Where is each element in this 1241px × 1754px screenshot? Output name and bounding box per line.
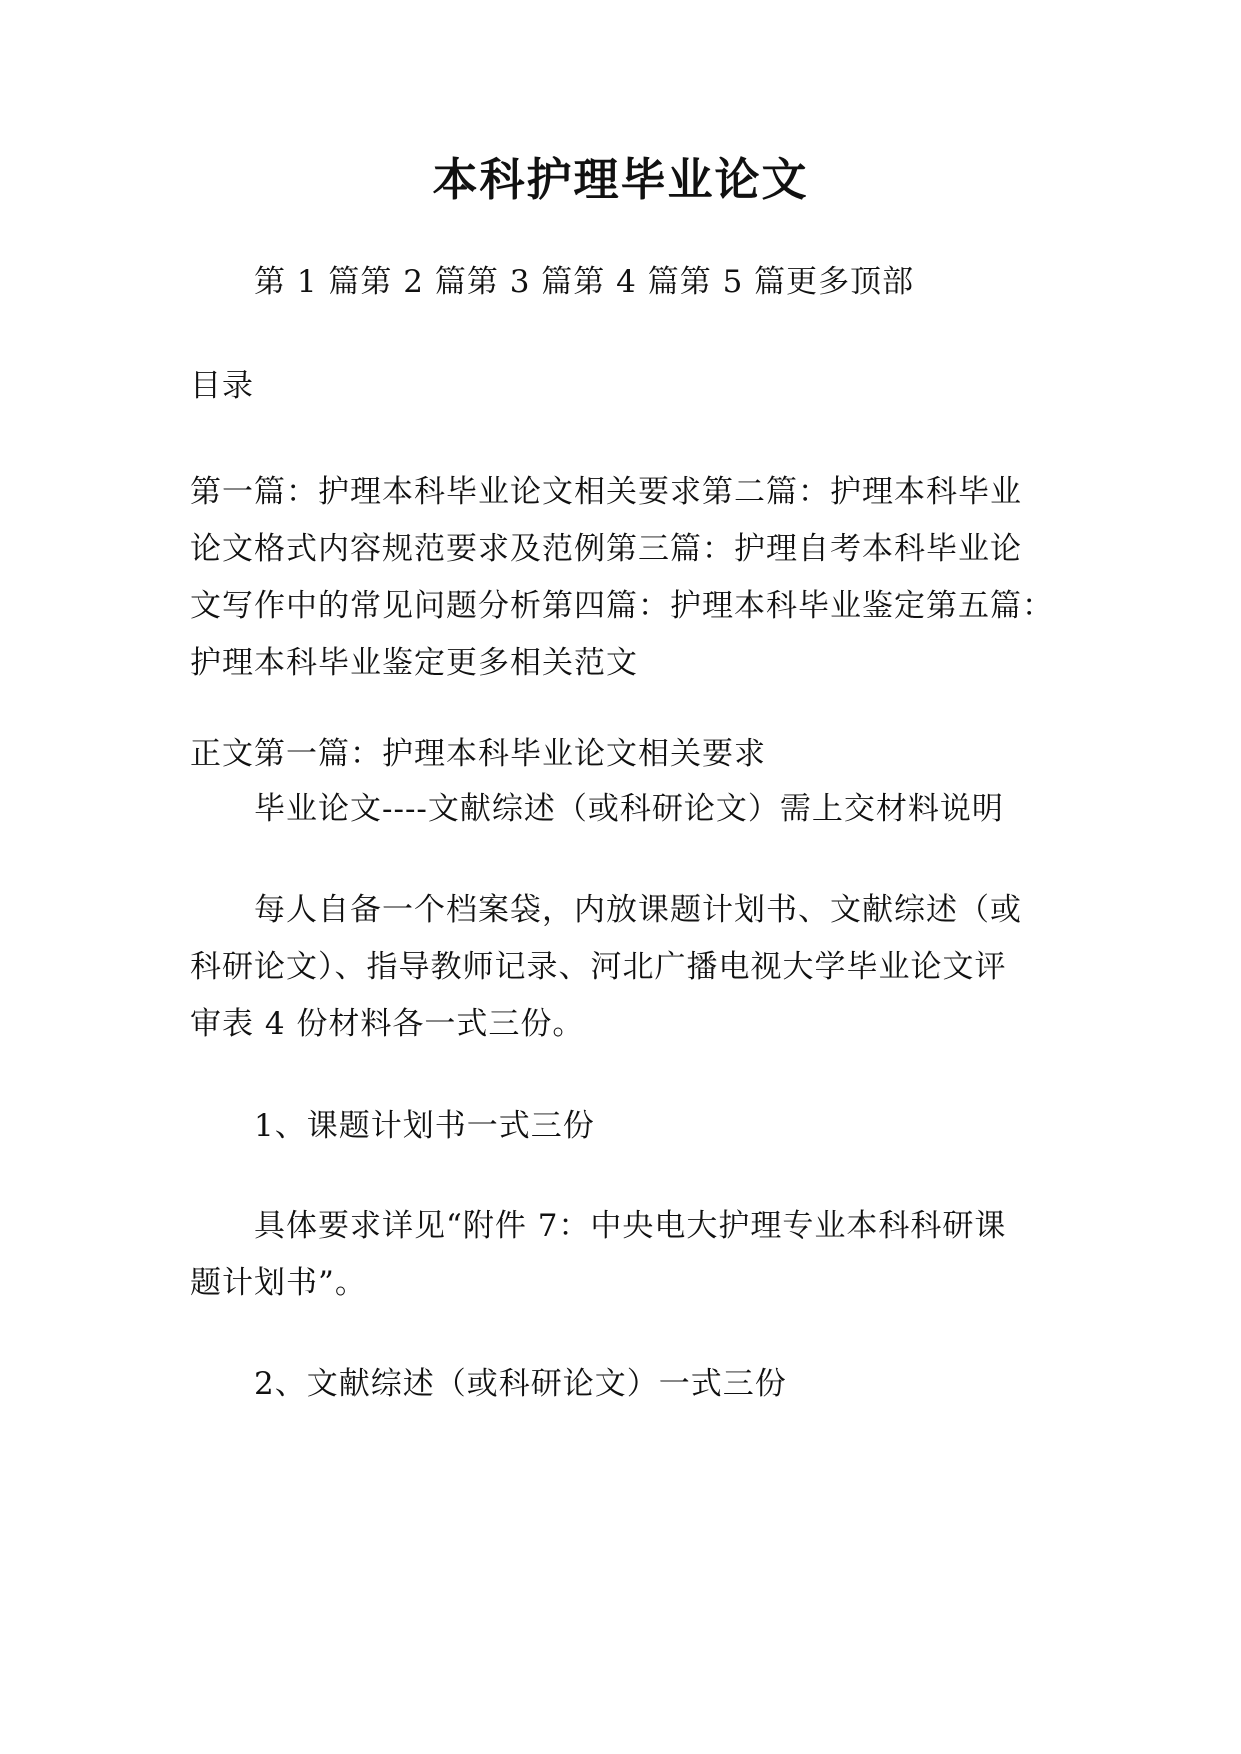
section-heading: 正文第一篇：护理本科毕业论文相关要求 (190, 736, 766, 772)
section-subtitle: 毕业论文----文献综述（或科研论文）需上交材料说明 (254, 791, 1004, 827)
toc-line: 文写作中的常见问题分析第四篇：护理本科毕业鉴定第五篇： (190, 588, 1054, 624)
paragraph-line: 具体要求详见“附件 7：中央电大护理专业本科科研课 (254, 1208, 1007, 1244)
section-nav: 第 1 篇第 2 篇第 3 篇第 4 篇第 5 篇更多顶部 (254, 264, 915, 300)
toc-line: 论文格式内容规范要求及范例第三篇：护理自考本科毕业论 (190, 531, 1022, 567)
paragraph-line: 每人自备一个档案袋，内放课题计划书、文献综述（或 (254, 892, 1022, 928)
paragraph-2 (190, 1198, 1052, 1312)
toc-paragraph (190, 464, 1052, 692)
toc-line: 第一篇：护理本科毕业论文相关要求第二篇：护理本科毕业 (190, 474, 1022, 510)
paragraph-line: 审表 4 份材料各一式三份。 (190, 1006, 585, 1042)
list-item-1: 1、课题计划书一式三份 (254, 1108, 595, 1144)
paragraph-line: 科研论文）、指导教师记录、河北广播电视大学毕业论文评 (190, 949, 1007, 985)
toc-line: 护理本科毕业鉴定更多相关范文 (190, 645, 638, 681)
paragraph-line: 题计划书”。 (190, 1265, 367, 1301)
list-item-2: 2、文献综述（或科研论文）一式三份 (254, 1366, 787, 1402)
document-title: 本科护理毕业论文 (432, 153, 809, 206)
paragraph-1 (190, 882, 1052, 1053)
toc-heading: 目录 (190, 368, 254, 404)
